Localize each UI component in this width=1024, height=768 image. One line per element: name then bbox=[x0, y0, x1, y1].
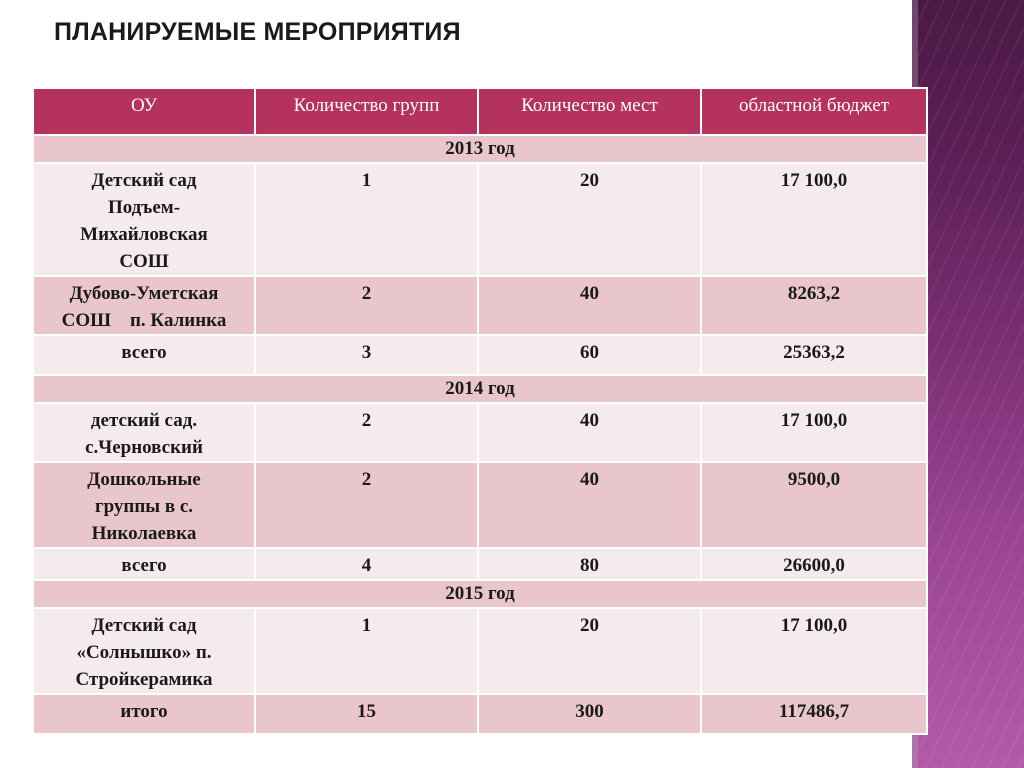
cell-budget: 26600,0 bbox=[701, 548, 927, 580]
slide-title: ПЛАНИРУЕМЫЕ МЕРОПРИЯТИЯ bbox=[54, 18, 461, 46]
table-row bbox=[33, 403, 927, 462]
table-row-total bbox=[33, 694, 927, 734]
cell-budget: 17 100,0 bbox=[701, 163, 927, 276]
cell-name: Детский сад «Солнышко» п. Стройкерамика bbox=[33, 608, 255, 694]
table-row bbox=[33, 462, 927, 548]
header-groups: Количество групп bbox=[255, 88, 478, 135]
table-header-row bbox=[33, 88, 927, 135]
year-row-2013 bbox=[33, 135, 927, 163]
header-ou: ОУ bbox=[33, 88, 255, 135]
year-label: 2013 год bbox=[33, 135, 927, 163]
header-places: Количество мест bbox=[478, 88, 701, 135]
cell-places: 40 bbox=[478, 276, 701, 335]
cell-name: итого bbox=[33, 694, 255, 734]
cell-groups: 3 bbox=[255, 335, 478, 375]
cell-name: всего bbox=[33, 335, 255, 375]
cell-budget: 8263,2 bbox=[701, 276, 927, 335]
year-row-2014 bbox=[33, 375, 927, 403]
cell-budget: 17 100,0 bbox=[701, 608, 927, 694]
cell-places: 40 bbox=[478, 462, 701, 548]
table-row bbox=[33, 276, 927, 335]
cell-name: Детский сад Подъем-Михайловская СОШ bbox=[33, 163, 255, 276]
cell-places: 60 bbox=[478, 335, 701, 375]
cell-groups: 2 bbox=[255, 462, 478, 548]
cell-groups: 4 bbox=[255, 548, 478, 580]
cell-budget: 17 100,0 bbox=[701, 403, 927, 462]
year-label: 2015 год bbox=[33, 580, 927, 608]
cell-places: 20 bbox=[478, 163, 701, 276]
cell-groups: 2 bbox=[255, 276, 478, 335]
decorative-side-panel bbox=[912, 0, 1024, 768]
cell-name: всего bbox=[33, 548, 255, 580]
cell-name: Дубово-Уметская СОШ п. Калинка bbox=[33, 276, 255, 335]
table-row bbox=[33, 163, 927, 276]
cell-groups: 1 bbox=[255, 608, 478, 694]
cell-budget: 25363,2 bbox=[701, 335, 927, 375]
cell-name: детский сад. с.Черновский bbox=[33, 403, 255, 462]
cell-budget: 9500,0 bbox=[701, 462, 927, 548]
cell-budget: 117486,7 bbox=[701, 694, 927, 734]
table-row bbox=[33, 608, 927, 694]
cell-places: 20 bbox=[478, 608, 701, 694]
cell-name: Дошкольные группы в с. Николаевка bbox=[33, 462, 255, 548]
table-row bbox=[33, 548, 927, 580]
cell-groups: 1 bbox=[255, 163, 478, 276]
year-row-2015 bbox=[33, 580, 927, 608]
cell-groups: 15 bbox=[255, 694, 478, 734]
cell-places: 300 bbox=[478, 694, 701, 734]
cell-groups: 2 bbox=[255, 403, 478, 462]
table-row bbox=[33, 335, 927, 375]
header-budget: областной бюджет bbox=[701, 88, 927, 135]
cell-places: 40 bbox=[478, 403, 701, 462]
cell-places: 80 bbox=[478, 548, 701, 580]
year-label: 2014 год bbox=[33, 375, 927, 403]
events-table bbox=[32, 87, 928, 735]
